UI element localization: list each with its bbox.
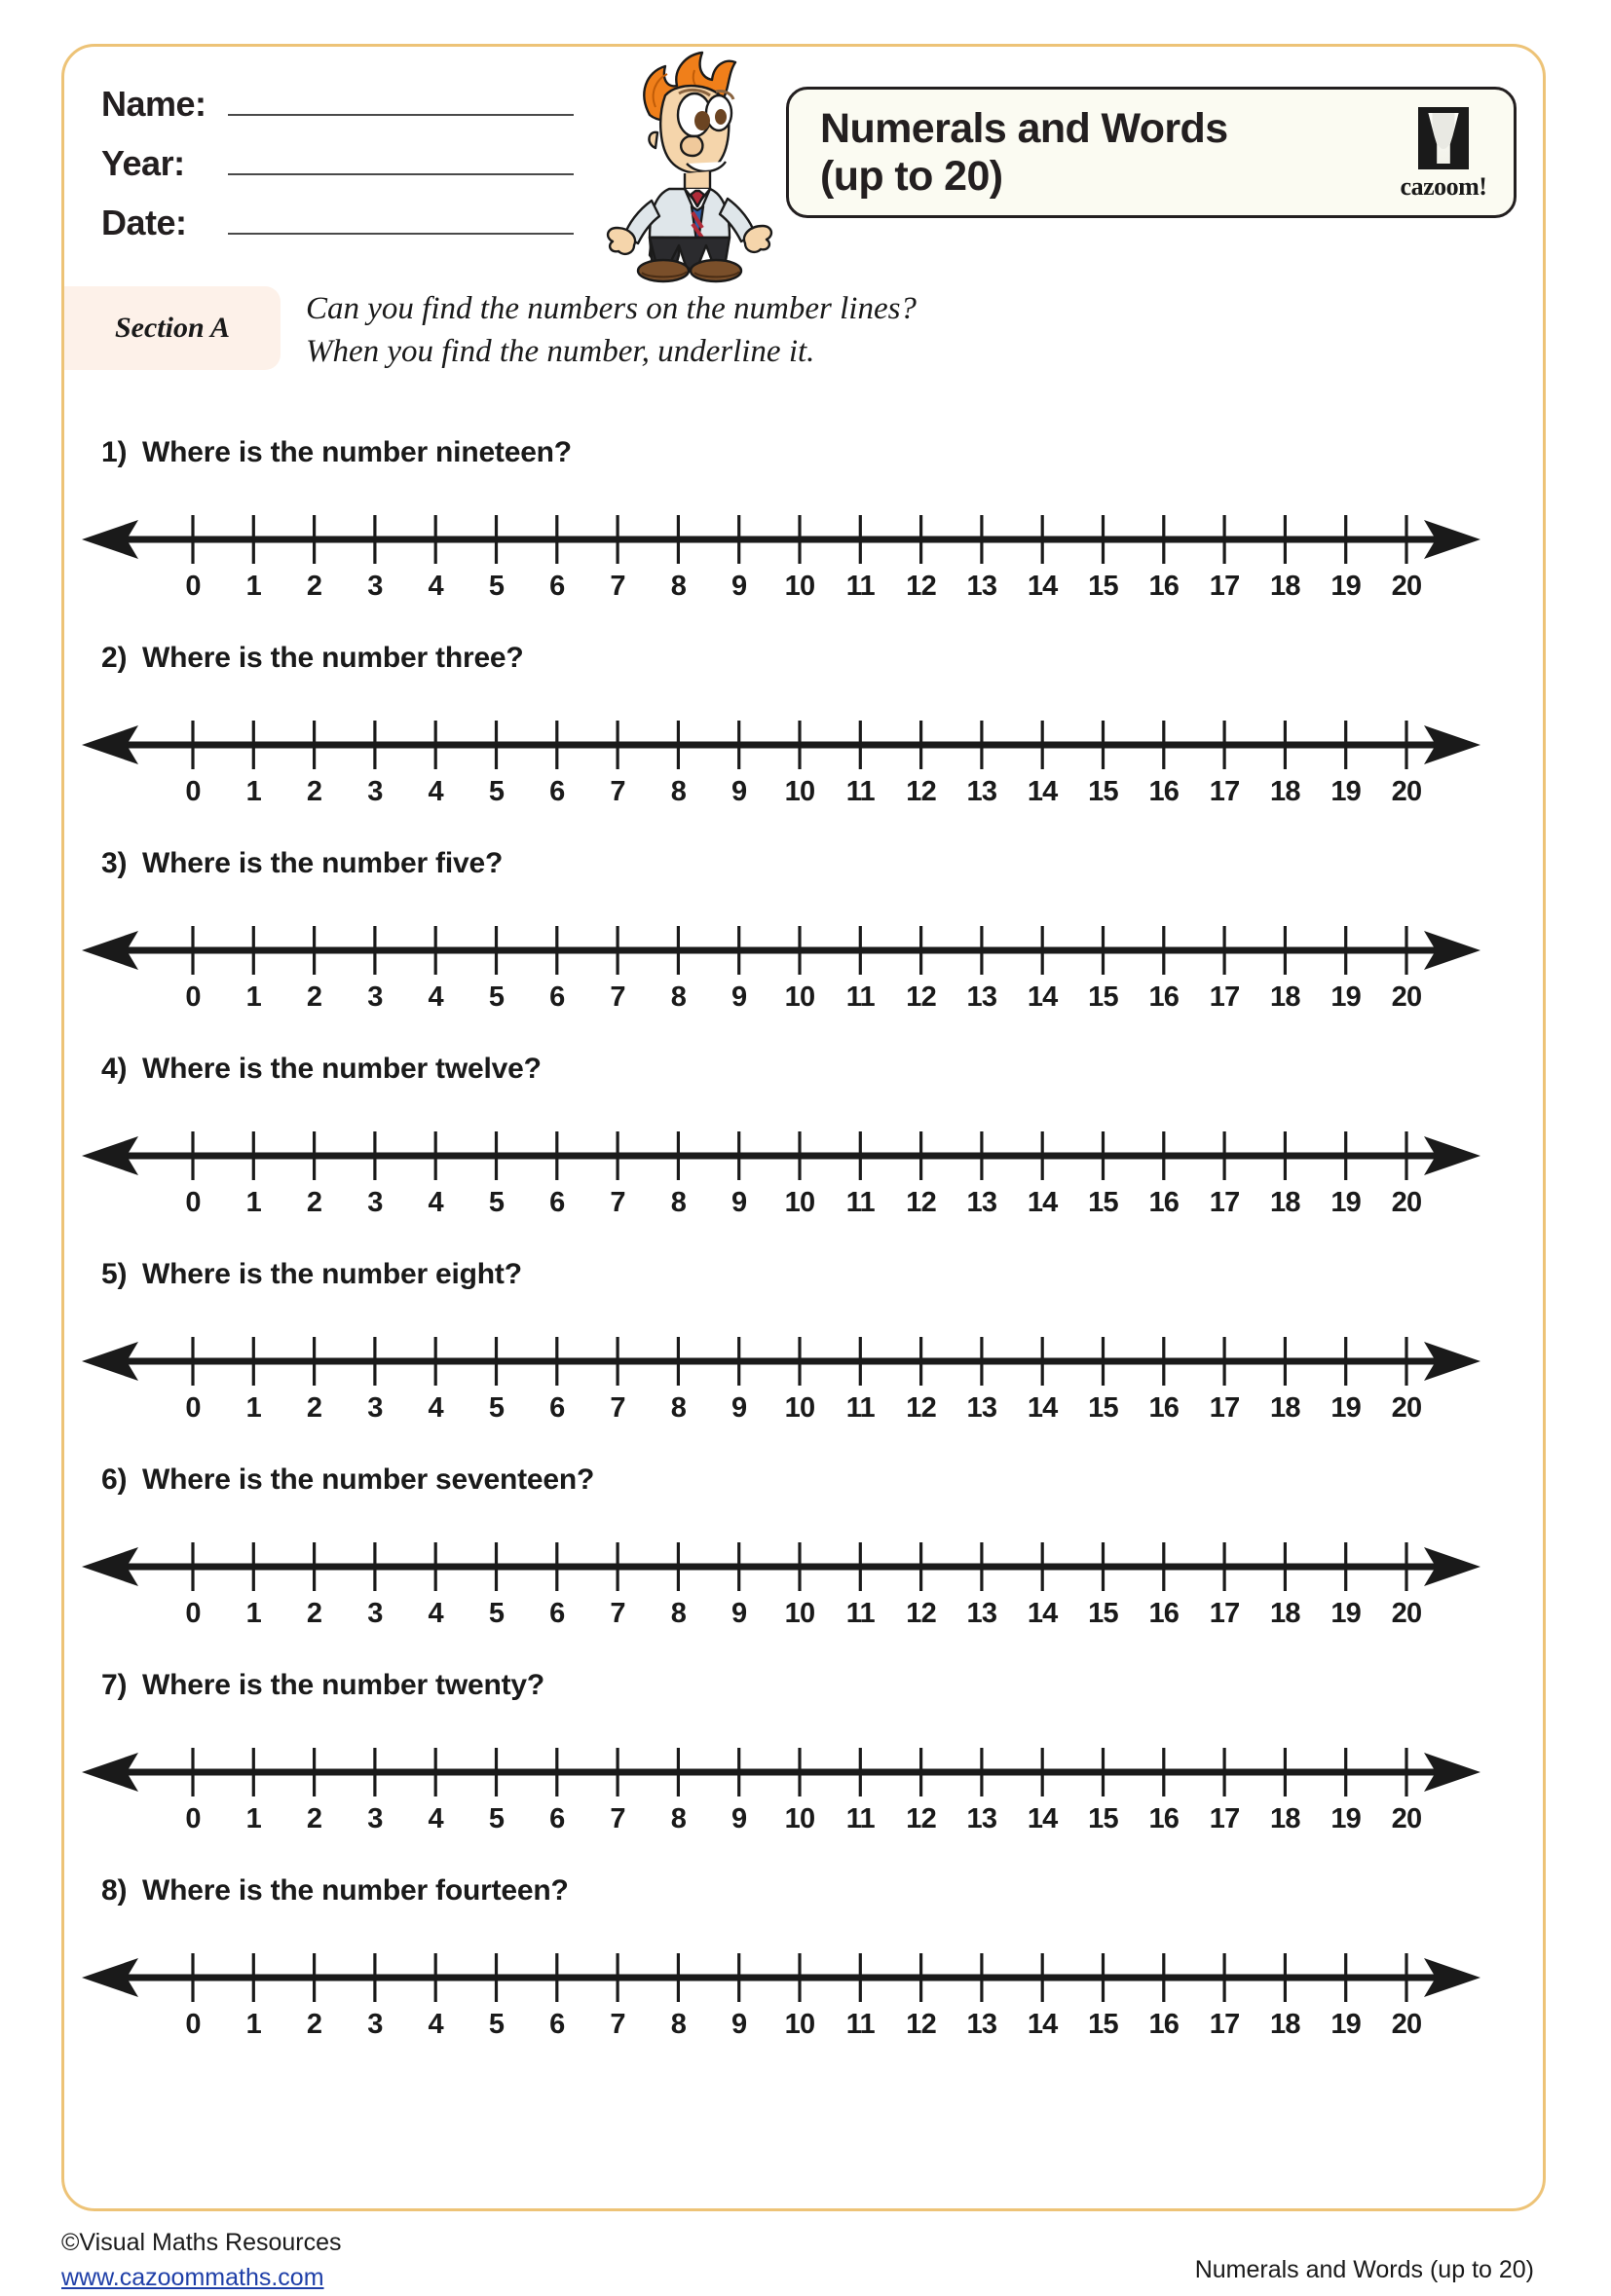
tick-label: 3 <box>367 571 383 602</box>
tick-label: 10 <box>784 776 815 807</box>
tick-label: 17 <box>1209 1187 1240 1218</box>
tick-label: 0 <box>185 981 201 1013</box>
date-field-row <box>101 203 574 243</box>
tick-label: 4 <box>428 776 443 807</box>
tick-label: 20 <box>1391 1187 1422 1218</box>
tick-label: 13 <box>966 1803 997 1834</box>
section-instruction <box>306 288 917 373</box>
tick-label: 8 <box>670 776 687 807</box>
tick-label: 6 <box>549 1598 565 1629</box>
question-text <box>101 1053 542 1086</box>
question-block <box>64 642 1549 847</box>
tick-label: 10 <box>784 1598 815 1629</box>
tick-label: 13 <box>966 571 997 602</box>
tick-label: 19 <box>1330 981 1362 1013</box>
number-line[interactable] <box>78 1111 1490 1228</box>
tick-label-row <box>78 1803 1490 1842</box>
page-footer <box>61 2225 1552 2292</box>
tick-label: 15 <box>1088 1803 1118 1834</box>
question-text <box>101 847 503 880</box>
cazoom-logo <box>1399 107 1488 204</box>
tick-label: 4 <box>428 1392 443 1424</box>
number-line[interactable] <box>78 1933 1490 2050</box>
question-block <box>64 436 1549 642</box>
tick-label: 19 <box>1330 2009 1362 2040</box>
question-block <box>64 847 1549 1053</box>
tick-label: 13 <box>966 1598 997 1629</box>
date-field-label: Date: <box>101 203 187 242</box>
footer-worksheet-title: Numerals and Words (up to 20) <box>1194 2256 1534 2283</box>
tick-label: 15 <box>1088 1187 1118 1218</box>
year-field-label: Year: <box>101 143 185 183</box>
tick-label: 7 <box>610 2009 625 2040</box>
tick-label: 0 <box>185 776 201 807</box>
tick-label: 5 <box>488 1803 505 1834</box>
tick-label: 18 <box>1270 1392 1300 1424</box>
tick-label: 10 <box>784 981 815 1013</box>
page-title: Numerals and Words (up to 20) <box>820 105 1228 200</box>
tick-label: 20 <box>1391 776 1422 807</box>
tick-label: 18 <box>1270 776 1300 807</box>
tick-label: 15 <box>1088 981 1118 1013</box>
tick-label: 19 <box>1330 776 1362 807</box>
tick-label: 20 <box>1391 1803 1422 1834</box>
tick-label: 4 <box>428 1803 443 1834</box>
tick-label-row <box>78 2009 1490 2048</box>
question-number: 1) <box>101 436 128 468</box>
tick-label: 15 <box>1088 1598 1118 1629</box>
tick-label: 16 <box>1148 1392 1180 1424</box>
tick-label: 6 <box>549 776 565 807</box>
tick-label: 3 <box>367 1598 383 1629</box>
tick-label: 2 <box>306 2009 322 2040</box>
tick-label: 18 <box>1270 981 1300 1013</box>
tick-label: 0 <box>185 1187 201 1218</box>
tick-label: 10 <box>784 2009 815 2040</box>
tick-label: 4 <box>428 1598 443 1629</box>
year-field-row <box>101 143 574 184</box>
worksheet-page-frame <box>61 44 1546 2211</box>
tick-label: 19 <box>1330 571 1362 602</box>
tick-label: 15 <box>1088 571 1118 602</box>
tick-label: 12 <box>906 981 936 1013</box>
tick-label: 17 <box>1209 1392 1240 1424</box>
tick-label: 9 <box>731 1598 747 1629</box>
tick-label: 8 <box>670 1187 687 1218</box>
tick-label: 15 <box>1088 776 1118 807</box>
tick-label: 19 <box>1330 1598 1362 1629</box>
tick-label: 5 <box>488 2009 505 2040</box>
tick-label: 1 <box>245 981 261 1013</box>
tick-label: 2 <box>306 1598 322 1629</box>
number-line[interactable] <box>78 906 1490 1022</box>
tick-label: 15 <box>1088 2009 1118 2040</box>
tick-label: 0 <box>185 1598 201 1629</box>
tick-label: 2 <box>306 1392 322 1424</box>
tick-label: 7 <box>610 981 625 1013</box>
tick-label: 8 <box>670 981 687 1013</box>
section-instruction-line-2: When you find the number, underline it. <box>306 333 815 369</box>
tick-label: 7 <box>610 1803 625 1834</box>
question-prompt: Where is the number eight? <box>142 1258 522 1290</box>
question-text <box>101 1669 544 1702</box>
question-prompt: Where is the number fourteen? <box>142 1874 569 1907</box>
tick-label: 14 <box>1027 1803 1058 1834</box>
tick-label: 10 <box>784 1803 815 1834</box>
tick-label: 1 <box>245 776 261 807</box>
name-field-row <box>101 84 574 125</box>
tick-label: 1 <box>245 1803 261 1834</box>
tick-label: 7 <box>610 1392 625 1424</box>
tick-label: 13 <box>966 2009 997 2040</box>
question-number: 5) <box>101 1258 128 1290</box>
question-number: 2) <box>101 642 128 674</box>
tick-label: 13 <box>966 981 997 1013</box>
name-field-label: Name: <box>101 84 206 124</box>
tick-label: 12 <box>906 1187 936 1218</box>
question-text <box>101 1463 594 1497</box>
tick-label: 11 <box>845 2009 875 2040</box>
question-prompt: Where is the number twelve? <box>142 1053 542 1085</box>
question-block <box>64 1463 1549 1669</box>
tick-label: 15 <box>1088 1392 1118 1424</box>
tick-label: 11 <box>845 1392 875 1424</box>
tick-label: 17 <box>1209 2009 1240 2040</box>
question-text <box>101 436 572 469</box>
tick-label: 7 <box>610 1598 625 1629</box>
tick-label: 12 <box>906 1803 936 1834</box>
tick-label: 4 <box>428 2009 443 2040</box>
tick-label: 11 <box>845 1598 875 1629</box>
question-prompt: Where is the number seventeen? <box>142 1463 595 1496</box>
tick-label: 6 <box>549 1187 565 1218</box>
section-instruction-line-1: Can you find the numbers on the number lines? <box>306 291 917 326</box>
tick-label: 5 <box>488 981 505 1013</box>
question-block <box>64 1874 1549 2080</box>
number-line[interactable] <box>78 1727 1490 1844</box>
tick-label: 6 <box>549 571 565 602</box>
tick-label: 2 <box>306 1187 322 1218</box>
tick-label: 9 <box>731 1187 747 1218</box>
tick-label: 8 <box>670 1598 687 1629</box>
question-text <box>101 1874 569 1907</box>
tick-label: 6 <box>549 981 565 1013</box>
tick-label: 17 <box>1209 1803 1240 1834</box>
tick-label: 16 <box>1148 1598 1180 1629</box>
tick-label: 11 <box>845 571 875 602</box>
tick-label: 16 <box>1148 1803 1180 1834</box>
tick-label: 12 <box>906 571 936 602</box>
tick-label: 2 <box>306 981 322 1013</box>
tick-label: 14 <box>1027 2009 1058 2040</box>
tick-label: 12 <box>906 776 936 807</box>
tick-label: 7 <box>610 571 625 602</box>
question-block <box>64 1258 1549 1463</box>
date-field-rule[interactable] <box>228 207 574 235</box>
tick-label: 3 <box>367 981 383 1013</box>
tick-label: 2 <box>306 571 322 602</box>
tick-label: 8 <box>670 2009 687 2040</box>
tick-label: 4 <box>428 571 443 602</box>
tick-label: 5 <box>488 1187 505 1218</box>
tick-label: 8 <box>670 1803 687 1834</box>
tick-label: 7 <box>610 1187 625 1218</box>
footer-credit <box>61 2225 342 2296</box>
tick-label: 7 <box>610 776 625 807</box>
tick-label: 5 <box>488 1392 505 1424</box>
tick-label-row <box>78 1187 1490 1226</box>
name-field-rule[interactable] <box>228 89 574 116</box>
tick-label: 9 <box>731 2009 747 2040</box>
section-badge-label: Section A <box>114 312 231 344</box>
tick-label: 14 <box>1027 1392 1058 1424</box>
tick-label: 5 <box>488 571 505 602</box>
tick-label: 20 <box>1391 571 1422 602</box>
tick-label: 6 <box>549 1392 565 1424</box>
tick-label: 9 <box>731 776 747 807</box>
tick-label-row <box>78 981 1490 1020</box>
tick-label: 1 <box>245 571 261 602</box>
tick-label: 12 <box>906 1598 936 1629</box>
tick-label-row <box>78 1598 1490 1637</box>
tick-label: 13 <box>966 1392 997 1424</box>
tick-label: 9 <box>731 981 747 1013</box>
tick-label-row <box>78 1392 1490 1431</box>
footer-copyright: ©Visual Maths Resources <box>61 2229 342 2256</box>
tick-label: 1 <box>245 1392 261 1424</box>
question-number: 4) <box>101 1053 128 1085</box>
tick-label: 14 <box>1027 571 1058 602</box>
tick-label: 10 <box>784 571 815 602</box>
tick-label: 12 <box>906 1392 936 1424</box>
tick-label: 9 <box>731 1392 747 1424</box>
cazoom-wordmark: cazoom! <box>1400 172 1487 201</box>
questions-list <box>64 436 1549 2080</box>
tick-label: 10 <box>784 1392 815 1424</box>
tick-label: 14 <box>1027 981 1058 1013</box>
tick-label: 16 <box>1148 571 1180 602</box>
question-text <box>101 642 524 675</box>
tick-label: 14 <box>1027 1598 1058 1629</box>
tick-label: 12 <box>906 2009 936 2040</box>
cartoon-man-mascot-icon <box>605 47 775 285</box>
tick-label-row <box>78 571 1490 610</box>
tick-label: 11 <box>845 776 875 807</box>
section-a-strip <box>64 286 1549 376</box>
tick-label: 16 <box>1148 776 1180 807</box>
section-badge <box>64 286 281 370</box>
tick-label: 2 <box>306 776 322 807</box>
tick-label: 16 <box>1148 981 1180 1013</box>
tick-label: 20 <box>1391 1392 1422 1424</box>
tick-label: 5 <box>488 1598 505 1629</box>
tick-label: 6 <box>549 2009 565 2040</box>
tick-label: 4 <box>428 981 443 1013</box>
tick-label: 0 <box>185 1392 201 1424</box>
tick-label: 9 <box>731 1803 747 1834</box>
worksheet-title-panel <box>786 87 1517 218</box>
tick-label: 13 <box>966 776 997 807</box>
year-field-rule[interactable] <box>228 148 574 175</box>
number-line[interactable] <box>78 1316 1490 1433</box>
question-prompt: Where is the number five? <box>142 847 504 879</box>
tick-label: 11 <box>845 1187 875 1218</box>
tick-label: 17 <box>1209 981 1240 1013</box>
tick-label: 16 <box>1148 2009 1180 2040</box>
question-text <box>101 1258 522 1291</box>
tick-label: 3 <box>367 1392 383 1424</box>
question-number: 8) <box>101 1874 128 1907</box>
tick-label: 13 <box>966 1187 997 1218</box>
tick-label: 5 <box>488 776 505 807</box>
tick-label: 18 <box>1270 1187 1300 1218</box>
footer-website-link[interactable]: www.cazoommaths.com <box>61 2264 324 2292</box>
tick-label: 10 <box>784 1187 815 1218</box>
tick-label: 17 <box>1209 776 1240 807</box>
number-line[interactable] <box>78 700 1490 817</box>
tick-label: 8 <box>670 571 687 602</box>
tick-label: 18 <box>1270 2009 1300 2040</box>
tick-label: 1 <box>245 2009 261 2040</box>
question-prompt: Where is the number twenty? <box>142 1669 544 1701</box>
tick-label: 3 <box>367 2009 383 2040</box>
question-block <box>64 1669 1549 1874</box>
tick-label: 1 <box>245 1187 261 1218</box>
tick-label: 16 <box>1148 1187 1180 1218</box>
tick-label: 20 <box>1391 2009 1422 2040</box>
question-number: 6) <box>101 1463 128 1496</box>
tick-label: 3 <box>367 776 383 807</box>
tick-label: 14 <box>1027 1187 1058 1218</box>
tick-label: 11 <box>845 1803 875 1834</box>
number-line[interactable] <box>78 495 1490 611</box>
worksheet-header <box>64 47 1549 285</box>
tick-label: 18 <box>1270 1598 1300 1629</box>
tick-label: 1 <box>245 1598 261 1629</box>
tick-label: 17 <box>1209 1598 1240 1629</box>
tick-label: 0 <box>185 2009 201 2040</box>
tick-label: 4 <box>428 1187 443 1218</box>
tick-label: 9 <box>731 571 747 602</box>
question-number: 3) <box>101 847 128 879</box>
tick-label: 6 <box>549 1803 565 1834</box>
tick-label: 20 <box>1391 981 1422 1013</box>
tick-label: 8 <box>670 1392 687 1424</box>
tick-label: 18 <box>1270 1803 1300 1834</box>
tick-label: 19 <box>1330 1803 1362 1834</box>
tick-label: 14 <box>1027 776 1058 807</box>
tick-label: 11 <box>845 981 875 1013</box>
tick-label: 3 <box>367 1187 383 1218</box>
question-prompt: Where is the number three? <box>142 642 524 674</box>
cazoom-hourglass-icon <box>1418 107 1469 169</box>
tick-label: 3 <box>367 1803 383 1834</box>
tick-label: 0 <box>185 571 201 602</box>
question-number: 7) <box>101 1669 128 1701</box>
tick-label: 0 <box>185 1803 201 1834</box>
tick-label-row <box>78 776 1490 815</box>
tick-label: 17 <box>1209 571 1240 602</box>
tick-label: 19 <box>1330 1187 1362 1218</box>
tick-label: 2 <box>306 1803 322 1834</box>
question-block <box>64 1053 1549 1258</box>
tick-label: 20 <box>1391 1598 1422 1629</box>
number-line[interactable] <box>78 1522 1490 1639</box>
tick-label: 19 <box>1330 1392 1362 1424</box>
tick-label: 18 <box>1270 571 1300 602</box>
question-prompt: Where is the number nineteen? <box>142 436 572 468</box>
